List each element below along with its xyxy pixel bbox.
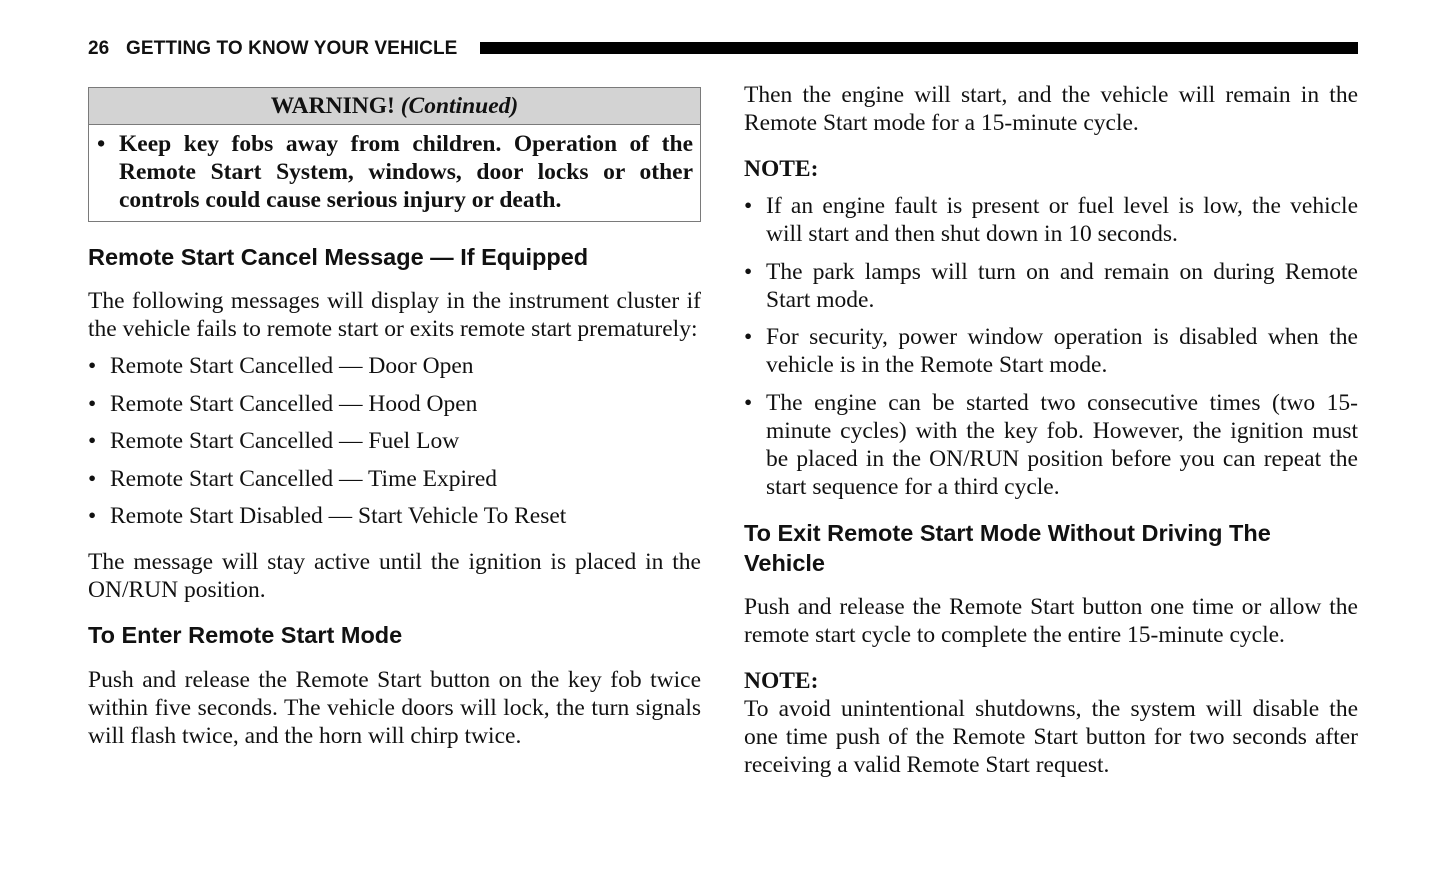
bullet-icon: • [744, 324, 753, 350]
section-title: GETTING TO KNOW YOUR VEHICLE [126, 38, 458, 59]
list-item [744, 389, 1358, 501]
bullet-icon: • [88, 465, 97, 492]
enter-remote-start-heading: To Enter Remote Start Mode [88, 622, 403, 648]
warning-box [88, 87, 701, 222]
note-2-text: To avoid unintentional shutdowns, the system will disable the one time push of the Remote Start button for two seconds after receiving a valid Remote Start request. [744, 695, 1358, 778]
list-item [88, 390, 701, 418]
list-item [744, 258, 1358, 314]
bullet-icon: • [88, 428, 97, 454]
warning-continued: (Continued) [400, 93, 519, 119]
note-label-2: NOTE: [744, 667, 819, 694]
header-rule [480, 42, 1358, 54]
cancel-message-heading: Remote Start Cancel Message — If Equipped [88, 244, 589, 270]
message-active-text: The message will stay active until the ignition is placed in the ON/RUN position. [88, 549, 701, 603]
list-item [88, 352, 701, 380]
warning-title: WARNING! [270, 93, 395, 119]
bullet-icon: • [88, 503, 97, 529]
list-item-text: Remote Start Cancelled — Time Expired [110, 465, 498, 492]
note-label: NOTE: [744, 156, 819, 182]
list-item [88, 465, 701, 493]
bullet-icon: • [97, 131, 106, 157]
engine-start-text: Then the engine will start, and the vehicle will remain in the Remote Start mode for a 15-minute cycle. [744, 82, 1358, 136]
warning-bullet-text: Keep key fobs away from children. Operation of the Remote Start System, windows, door locks or other controls could cause serious injury or death. [119, 131, 693, 213]
list-item [88, 502, 701, 530]
list-item [744, 192, 1358, 248]
list-item-text: Remote Start Cancelled — Fuel Low [110, 428, 460, 454]
list-item-text: The engine can be started two consecutive times (two 15-minute cycles) with the key fob. However, the ignition must be placed in the ON/RUN position before you can repeat the start sequence for a third cycle. [766, 389, 1358, 500]
page-header [88, 36, 1358, 64]
list-item [744, 323, 1358, 379]
right-column [744, 80, 1358, 779]
list-item-text: Remote Start Cancelled — Door Open [110, 353, 474, 379]
warning-body [89, 125, 700, 221]
bullet-icon: • [744, 389, 753, 416]
note-list [744, 192, 1358, 501]
list-item [88, 427, 701, 455]
bullet-icon: • [744, 258, 753, 285]
cancel-intro-text: The following messages will display in the instrument cluster if the vehicle fails to remote start or exits remote start prematurely: [88, 288, 701, 342]
page-number: 26 [88, 38, 110, 59]
enter-remote-start-text: Push and release the Remote Start button on the key fob twice within five seconds. The vehicle doors will lock, the turn signals will flash twice, and the horn will chirp twice. [88, 667, 701, 749]
bullet-icon: • [88, 353, 97, 379]
list-item-text: Remote Start Disabled — Start Vehicle To Reset [110, 503, 567, 529]
warning-bullet [97, 130, 693, 214]
list-item-text: Remote Start Cancelled — Hood Open [110, 390, 478, 417]
warning-header [89, 88, 700, 125]
exit-remote-start-heading: To Exit Remote Start Mode Without Driving The Vehicle [744, 519, 1271, 576]
cancel-message-list [88, 352, 701, 530]
bullet-icon: • [744, 193, 753, 219]
list-item-text: For security, power window operation is disabled when the vehicle is in the Remote Start mode. [766, 324, 1358, 378]
list-item-text: The park lamps will turn on and remain on during Remote Start mode. [766, 258, 1358, 313]
bullet-icon: • [88, 390, 97, 417]
exit-remote-start-text: Push and release the Remote Start button one time or allow the remote start cycle to complete the entire 15-minute cycle. [744, 593, 1358, 648]
left-column [88, 80, 701, 750]
list-item-text: If an engine fault is present or fuel level is low, the vehicle will start and then shut down in 10 seconds. [766, 193, 1358, 247]
